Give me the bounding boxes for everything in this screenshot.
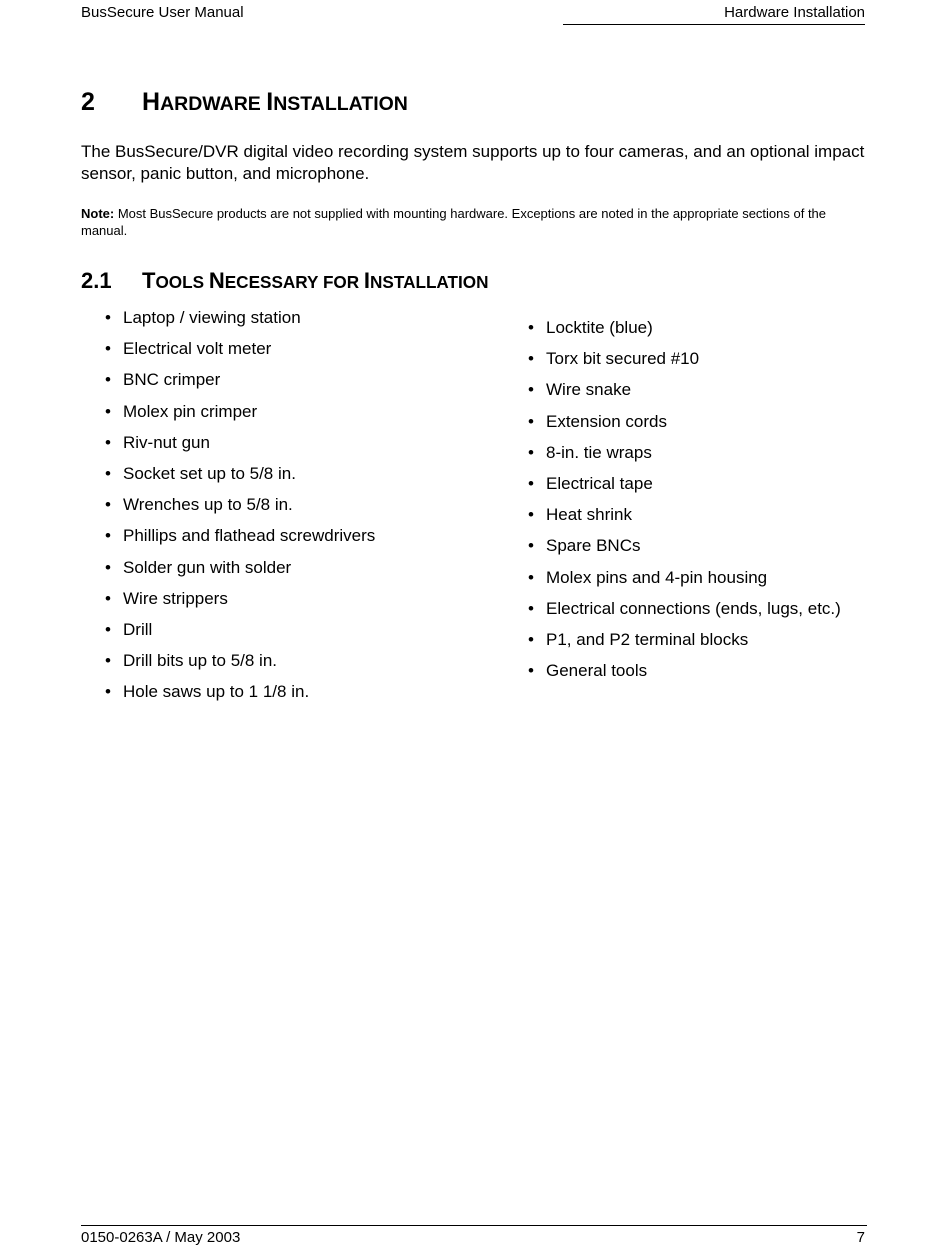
subsection-title — [142, 268, 489, 293]
list-item — [528, 630, 841, 661]
list-item — [528, 380, 841, 411]
bullet-icon: • — [105, 526, 111, 546]
bullet-icon: • — [528, 536, 534, 556]
bullet-icon: • — [528, 661, 534, 681]
bullet-icon: • — [105, 495, 111, 515]
subsection-number: 2.1 — [81, 268, 112, 293]
list-item — [105, 370, 375, 401]
section-title-rest-1: ARDWARE — [160, 93, 267, 115]
bullet-icon: • — [528, 629, 534, 649]
list-item-text: Electrical connections (ends, lugs, etc.) — [546, 598, 841, 618]
tools-list-left — [105, 308, 375, 713]
list-item-text: Molex pin crimper — [123, 401, 258, 421]
bullet-icon: • — [105, 588, 111, 608]
note-label: Note: — [81, 206, 115, 221]
running-header-title: BusSecure User Manual — [81, 4, 244, 21]
note-text: Most BusSecure products are not supplied with mounting hardware. Exceptions are noted in the appropriate sections of the manual. — [81, 206, 827, 238]
list-item — [528, 349, 841, 380]
list-item-text: General tools — [546, 661, 648, 681]
list-item — [528, 505, 841, 536]
footer-doc-id: 0150-0263A / May 2003 — [81, 1229, 241, 1246]
subsection-title-rest-3: NSTALLATION — [370, 272, 489, 292]
list-item — [528, 443, 841, 474]
subsection-title-initial-3: I — [363, 268, 371, 293]
bullet-icon: • — [105, 401, 111, 421]
list-item-text: Wire snake — [546, 380, 632, 400]
list-item — [528, 661, 841, 692]
list-item — [528, 599, 841, 630]
bullet-icon: • — [528, 380, 534, 400]
note-paragraph — [81, 205, 871, 239]
running-header-section: Hardware Installation — [724, 4, 865, 21]
bullet-icon: • — [105, 308, 111, 327]
list-item — [528, 568, 841, 599]
list-item — [105, 682, 375, 713]
section-title-rest-2: NSTALLATION — [273, 93, 408, 115]
list-item-text: Extension cords — [546, 411, 667, 431]
list-item — [105, 495, 375, 526]
footer-rule — [81, 1225, 867, 1226]
list-item — [105, 339, 375, 370]
bullet-icon: • — [528, 505, 534, 525]
list-item-text: Locktite (blue) — [546, 318, 653, 337]
list-item-text: Phillips and flathead screwdrivers — [123, 526, 376, 546]
bullet-icon: • — [105, 463, 111, 483]
bullet-icon: • — [105, 651, 111, 671]
list-item-text: Electrical volt meter — [123, 339, 272, 359]
list-item-text: Wire strippers — [123, 588, 228, 608]
bullet-icon: • — [528, 567, 534, 587]
list-item-text: Laptop / viewing station — [123, 308, 301, 327]
list-item — [105, 620, 375, 651]
bullet-icon: • — [528, 442, 534, 462]
list-item-text: P1, and P2 terminal blocks — [546, 629, 749, 649]
bullet-icon: • — [528, 473, 534, 493]
bullet-icon: • — [105, 682, 111, 702]
bullet-icon: • — [105, 619, 111, 639]
list-item-text: Electrical tape — [546, 473, 653, 493]
bullet-icon: • — [528, 411, 534, 431]
list-item-text: Drill bits up to 5/8 in. — [123, 651, 278, 671]
section-number: 2 — [81, 88, 95, 116]
subsection-title-initial-1: T — [142, 268, 156, 293]
list-item-text: Socket set up to 5/8 in. — [123, 463, 296, 483]
subsection-title-initial-2: N — [208, 268, 225, 293]
list-item — [528, 536, 841, 567]
list-item-text: Molex pins and 4-pin housing — [546, 567, 768, 587]
intro-paragraph: The BusSecure/DVR digital video recording system supports up to four cameras, and an optional impact sensor, panic button, and microphone. — [81, 142, 865, 183]
list-item — [105, 402, 375, 433]
list-item-text: Solder gun with solder — [123, 557, 292, 577]
page-number: 7 — [856, 1229, 865, 1246]
section-title — [142, 88, 408, 116]
list-item — [105, 589, 375, 620]
list-item-text: Riv-nut gun — [123, 432, 210, 452]
list-item-text: BNC crimper — [123, 370, 221, 390]
bullet-icon: • — [105, 370, 111, 390]
subsection-title-rest-2: ECESSARY FOR — [224, 272, 364, 292]
subsection-title-rest-1: OOLS — [155, 272, 209, 292]
list-item-text: Hole saws up to 1 1/8 in. — [123, 682, 310, 702]
list-item-text: Drill — [123, 619, 153, 639]
list-item-text: Torx bit secured #10 — [546, 349, 700, 369]
section-title-initial-1: H — [142, 88, 161, 116]
bullet-icon: • — [528, 598, 534, 618]
list-item-text: Wrenches up to 5/8 in. — [123, 495, 293, 515]
list-item — [528, 412, 841, 443]
list-item — [105, 433, 375, 464]
tools-list-right — [528, 318, 841, 692]
subsection-heading — [81, 268, 489, 294]
list-item — [528, 474, 841, 505]
bullet-icon: • — [105, 339, 111, 359]
list-item — [105, 651, 375, 682]
bullet-icon: • — [528, 318, 534, 337]
list-item-text: Heat shrink — [546, 505, 632, 525]
list-item-text: 8-in. tie wraps — [546, 442, 652, 462]
bullet-icon: • — [528, 349, 534, 369]
bullet-icon: • — [105, 432, 111, 452]
list-item — [105, 526, 375, 557]
list-item-text: Spare BNCs — [546, 536, 641, 556]
list-item — [528, 318, 841, 349]
header-rule — [563, 24, 865, 25]
list-item — [105, 464, 375, 495]
section-heading — [81, 88, 408, 117]
bullet-icon: • — [105, 557, 111, 577]
list-item — [105, 308, 375, 339]
section-title-initial-2: I — [266, 88, 274, 116]
list-item — [105, 558, 375, 589]
